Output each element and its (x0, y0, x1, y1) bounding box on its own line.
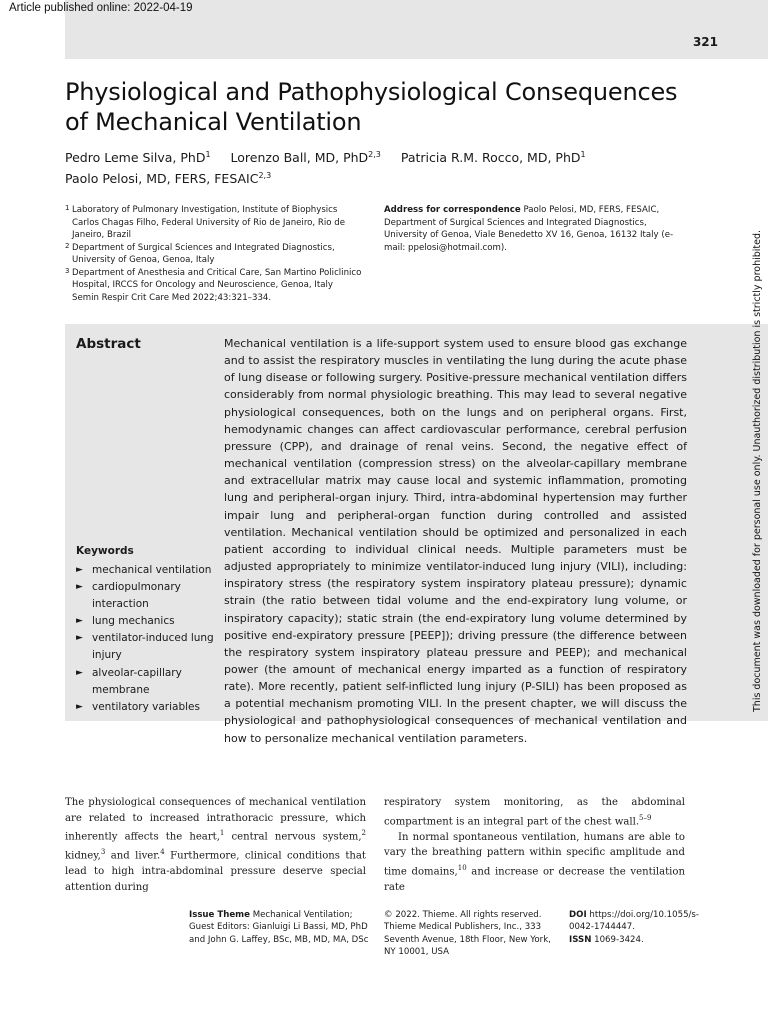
issn-value: 1069-3424. (594, 934, 644, 945)
author: Lorenzo Ball, MD, PhD$^{2,3}$ (230, 150, 381, 166)
abstract-text: Mechanical ventilation is a life-support system used to ensure blood gas exchange and to assist the respiratory muscles in ventilating the lung during the acute phase of lung disease or following surgery. Positive-pressure mechanical ventilation differs considerably from normal physiologic breathing. This may lead to several negative physiological consequences, both on the lungs and on peripheral organs. First, hemodynamic changes can affect cardiovascular performance, cerebral perfusion pressure (CPP), and drainage of renal veins. Second, the negative effect of mechanical ventilation (compression stress) on the alveolar-capillary membrane and extracellular matrix may cause local and systemic inflammation, promoting lung and peripheral-organ injury. Third, intra-abdominal hypertension may further impair lung and peripheral-organ function during controlled and assisted ventilation. Mechanical ventilation should be optimized and personalized in each patient according to individual clinical needs. Multiple parameters must be adjusted appropriately to minimize ventilator-induced lung injury (VILI), including: inspiratory stress (the respiratory system inspiratory plateau pressure); dynamic strain (the ratio between tidal volume and the end-expiratory lung volume, or inspiratory capacity); static strain (the end-expiratory lung volume determined by positive end-expiratory pressure [PEEP]); driving pressure (the difference between the respiratory system inspiratory plateau pressure and PEEP); and mechanical power (the amount of mechanical energy imparted as a function of respiratory rate). More recently, patient self-inflicted lung injury (P-SILI) has been proposed as a potential mechanism promoting VILI. In the present chapter, we will discuss the physiological and pathophysiological consequences of mechanical ventilation and how to personalize mechanical ventilation parameters. (224, 337, 687, 745)
bullet-arrow-icon: ► (76, 633, 83, 644)
keyword-item: ► alveolar-capillary membrane (76, 666, 182, 696)
affiliation: 3 Department of Anesthesia and Critical Care, San Martino Policlinico Hospital, IRCCS for Oncology and Neuroscience, Genoa, Italy (65, 266, 362, 290)
keyword-item: ► ventilatory variables (76, 699, 216, 716)
abstract-sidebar (65, 324, 215, 721)
body-paragraph: In normal spontaneous ventilation, humans are able to vary the breathing pattern within specific amplitude and time domains,$^{10}$ and increase or decrease the ventilation rate (384, 831, 685, 893)
body-column-left: The physiological consequences of mechanical ventilation are related to increased intrathoracic pressure, which inherently affects the heart,$^1$ central nervous system,$^2$ kidney,$^3$ and liver.$^4$ Furthermore, clinical conditions that lead to high intra-abdominal pressure deserve special attention during (65, 797, 367, 893)
doi-label: DOI (569, 910, 587, 920)
published-date: Article published online: 2022-04-19 (9, 2, 193, 14)
reference-link[interactable]: 3 (100, 848, 106, 857)
keyword-list (76, 562, 216, 716)
reference-link[interactable]: 10 (457, 863, 467, 872)
article-title: Physiological and Pathophysiological Consequences of Mechanical Ventilation (65, 78, 678, 136)
reference-link[interactable]: 2 (361, 829, 367, 838)
author: Pedro Leme Silva, PhD$^1$ (65, 150, 211, 166)
keyword-item: ► ventilator-induced lung injury (76, 632, 214, 662)
reference-link[interactable]: 1 (219, 829, 225, 838)
journal-citation: Semin Respir Crit Care Med 2022;43:321–334. (72, 293, 272, 303)
correspondence-text: Paolo Pelosi, MD, FERS, FESAIC, Department of Surgical Sciences and Integrated Diagnostics, University of Genoa, Viale Benedetto XV 16, Genoa, 16132 Italy (e-mail: ppelosi@hotmail.com). (384, 205, 674, 253)
keyword-item: ► cardiopulmonary interaction (76, 581, 181, 611)
bullet-arrow-icon: ► (76, 565, 83, 575)
abstract-heading: Abstract (76, 336, 141, 352)
author: Paolo Pelosi, MD, FERS, FESAIC$^{2,3}$ (65, 171, 272, 187)
body-column-right (384, 795, 685, 895)
reference-link[interactable]: 5–9 (639, 813, 652, 822)
keywords-heading: Keywords (76, 545, 134, 557)
keyword-item: ► lung mechanics (76, 613, 216, 630)
issue-theme-label: Issue Theme (189, 910, 250, 920)
bullet-arrow-icon: ► (76, 616, 83, 627)
issue-theme-text: Mechanical Ventilation; Guest Editors: Gianluigi Li Bassi, MD, PhD and John G. Laffey, BSc, MB, MD, MA, DSc (189, 910, 369, 945)
doi-link[interactable]: https://doi.org/10.1055/s-0042-1744447. (569, 910, 700, 933)
copyright-notice: © 2022. Thieme. All rights reserved. Thieme Medical Publishers, Inc., 333 Seventh Avenue, 18th Floor, New York, NY 10001, USA (384, 910, 551, 957)
body-paragraph: respiratory system monitoring, as the abdominal compartment is an integral part of the chest wall.$^{5-9}$ (384, 797, 685, 827)
bullet-arrow-icon: ► (76, 667, 83, 678)
correspondence-label: Address for correspondence (384, 205, 521, 215)
correspondence-address (384, 204, 684, 254)
download-notice: This document was downloaded for personal use only. Unauthorized distribution is strictly prohibited. (752, 229, 763, 712)
bullet-arrow-icon: ► (76, 701, 83, 712)
issue-theme (189, 909, 374, 946)
bullet-arrow-icon: ► (76, 582, 83, 593)
affiliations (65, 204, 365, 292)
issn-label: ISSN (569, 934, 592, 945)
reference-link[interactable]: 4 (160, 848, 165, 857)
doi-issn (569, 909, 699, 946)
affiliation: 2 Department of Surgical Sciences and Integrated Diagnostics, University of Genoa, Genoa, Italy (65, 241, 335, 265)
author-list (65, 146, 705, 188)
abstract-section (65, 324, 768, 745)
keyword-item: ► mechanical ventilation (76, 562, 216, 579)
affiliation: 1 Laboratory of Pulmonary Investigation, Institute of Biophysics Carlos Chagas Filho, Federal University of Rio de Janeiro, Rio de Janeiro, Brazil (65, 204, 345, 240)
author: Patricia R.M. Rocco, MD, PhD$^1$ (400, 150, 586, 166)
page-number: 321 (692, 35, 718, 49)
